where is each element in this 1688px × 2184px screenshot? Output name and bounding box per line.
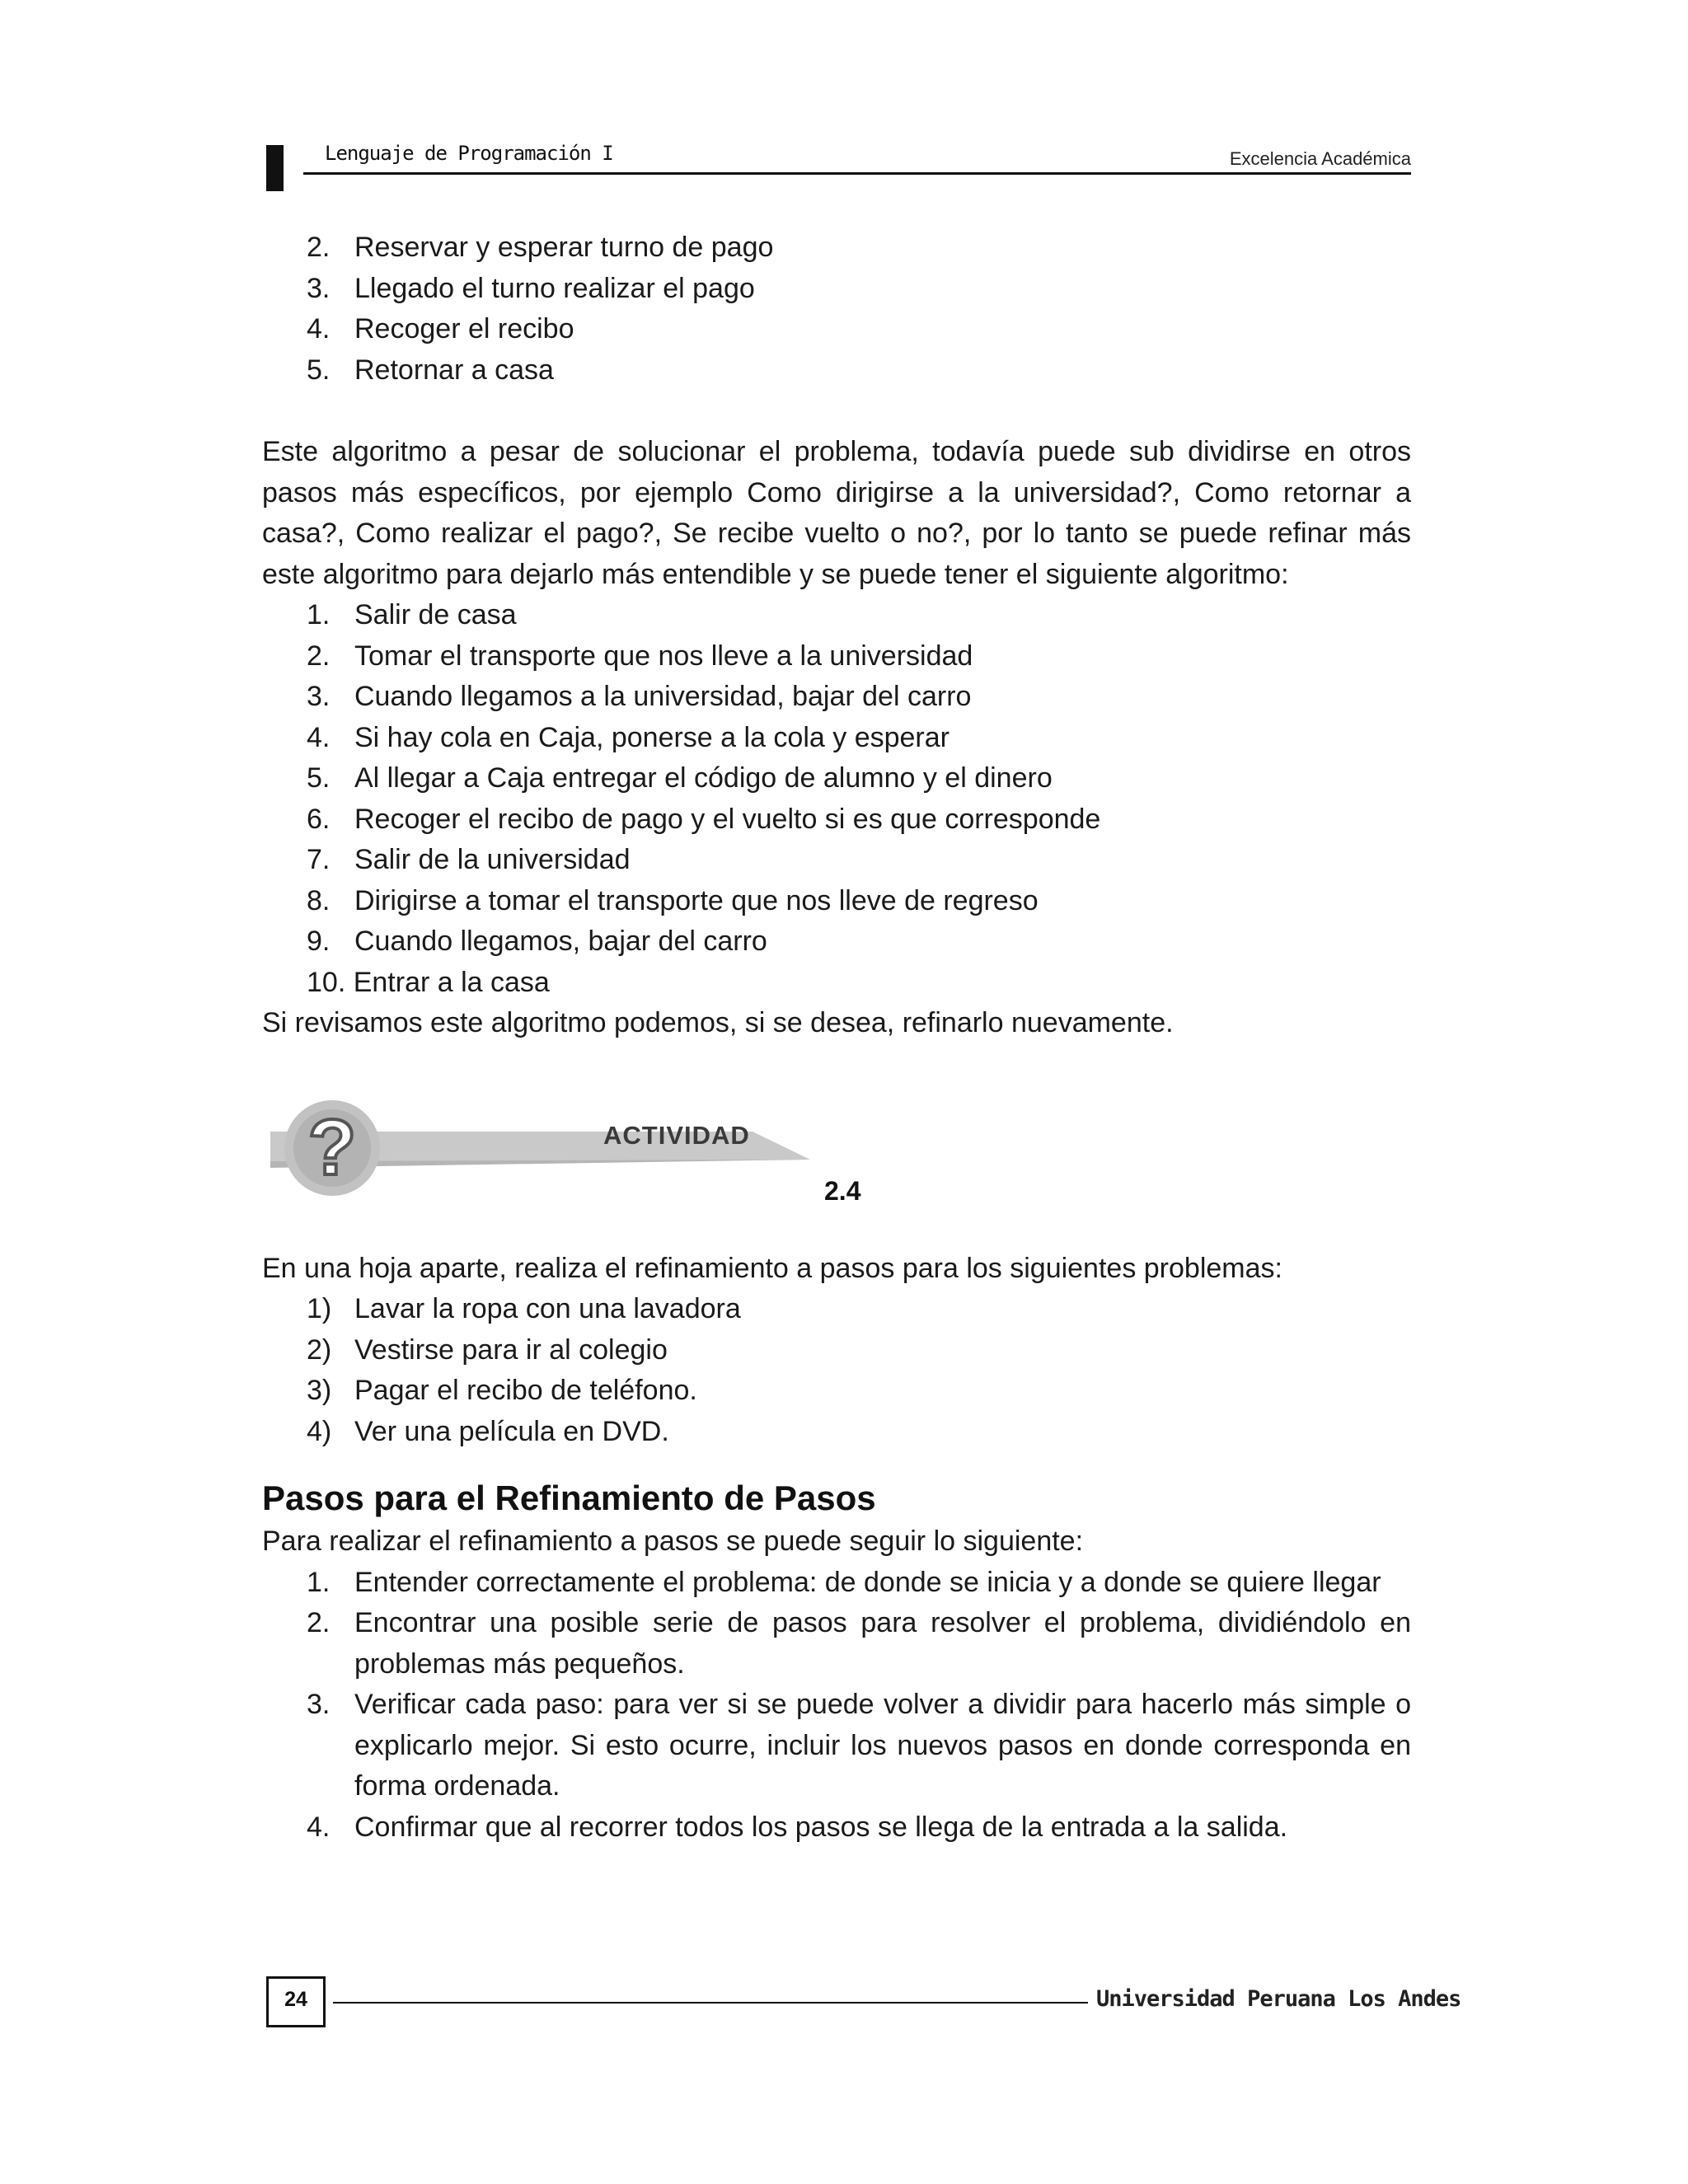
list-item: 4. Si hay cola en Caja, ponerse a la cola y esperar [307, 721, 950, 753]
list-item: 3. Verificar cada paso: para ver si se puede volver a dividir para hacerlo más simple o explicarlo mejor. Si esto ocurre, incluir los nuevos pasos en donde corresponda en forma ordenada. [307, 1689, 1411, 1802]
list-item: 2. Encontrar una posible serie de pasos para resolver el problema, dividiéndolo en problemas más pequeños. [307, 1607, 1411, 1680]
list-item: 4. Recoger el recibo [307, 313, 574, 344]
paragraph-instructions: En una hoja aparte, realiza el refinamiento a pasos para los siguientes problemas: [262, 1252, 1282, 1284]
list-item: 3. Cuando llegamos a la universidad, bajar del carro [307, 681, 972, 712]
header-bar-mark [266, 145, 284, 191]
list-item: 3. Llegado el turno realizar el pago [307, 272, 755, 304]
list-item: 4) Ver una película en DVD. [307, 1415, 669, 1447]
list-item: 5. Retornar a casa [307, 354, 554, 386]
list-item: 2. Reservar y esperar turno de pago [307, 232, 774, 263]
list-item: 1) Lavar la ropa con una lavadora [307, 1293, 741, 1324]
list-item: 3) Pagar el recibo de teléfono. [307, 1375, 697, 1406]
header-tagline: Excelencia Académica [1229, 148, 1411, 169]
list-item: 2) Vestirse para ir al colegio [307, 1333, 668, 1366]
paragraph-revision: Si revisamos este algoritmo podemos, si se desea, refinarlo nuevamente. [262, 1007, 1174, 1038]
activity-banner [262, 1092, 1411, 1224]
paragraph-refinement: Este algoritmo a pesar de solucionar el problema, todavía puede sub dividirse en otros pasos más específicos, por ejemplo Como dirigirse a la universidad?, Como retornar a casa?, Como realizar el pago?, Se recibe vuelto o no?, por lo tanto se puede refinar más este algoritmo para dejarlo más entendible y se puede tener el siguiente algoritmo: [262, 436, 1411, 590]
list-item: 4. Confirmar que al recorrer todos los pasos se llega de la entrada a la salida. [307, 1811, 1288, 1843]
refinement-steps-list [262, 1563, 1411, 1849]
section-heading: Pasos para el Refinamiento de Pasos [262, 1479, 876, 1517]
footer-divider [333, 2002, 1088, 2004]
header-course-title: Lenguaje de Programación I [325, 142, 613, 165]
footer-university: Universidad Peruana Los Andes [1096, 1986, 1461, 2012]
page-content [262, 227, 1411, 1848]
list-item: 1. Entender correctamente el problema: de donde se inicia y a donde se quiere llegar [307, 1566, 1381, 1598]
question-mark-icon [262, 1092, 402, 1207]
activity-number: 2.4 [824, 1175, 861, 1206]
step-list-initial [262, 227, 1411, 391]
list-item: 9. Cuando llegamos, bajar del carro [307, 926, 767, 957]
list-item-last: 10. Entrar a la casa [307, 966, 550, 998]
problem-list [262, 1289, 1411, 1452]
list-item: 1. Salir de casa [307, 599, 517, 630]
list-item: 5. Al llegar a Caja entregar el código de alumno y el dinero [307, 762, 1053, 794]
activity-label: ACTIVIDAD [603, 1120, 750, 1150]
section-intro: Para realizar el refinamiento a pasos se puede seguir lo siguiente: [262, 1526, 1084, 1557]
header-divider [303, 172, 1411, 175]
list-item: 7. Salir de la universidad [307, 844, 631, 875]
list-item: 6. Recoger el recibo de pago y el vuelto si es que corresponde [307, 803, 1101, 835]
svg-text:?: ? [307, 1103, 357, 1192]
page-number: 24 [284, 1988, 307, 2011]
step-list-refined [262, 595, 1411, 963]
list-item: 8. Dirigirse a tomar el transporte que nos lleve de regreso [307, 884, 1039, 916]
list-item: 2. Tomar el transporte que nos lleve a la universidad [307, 640, 973, 672]
